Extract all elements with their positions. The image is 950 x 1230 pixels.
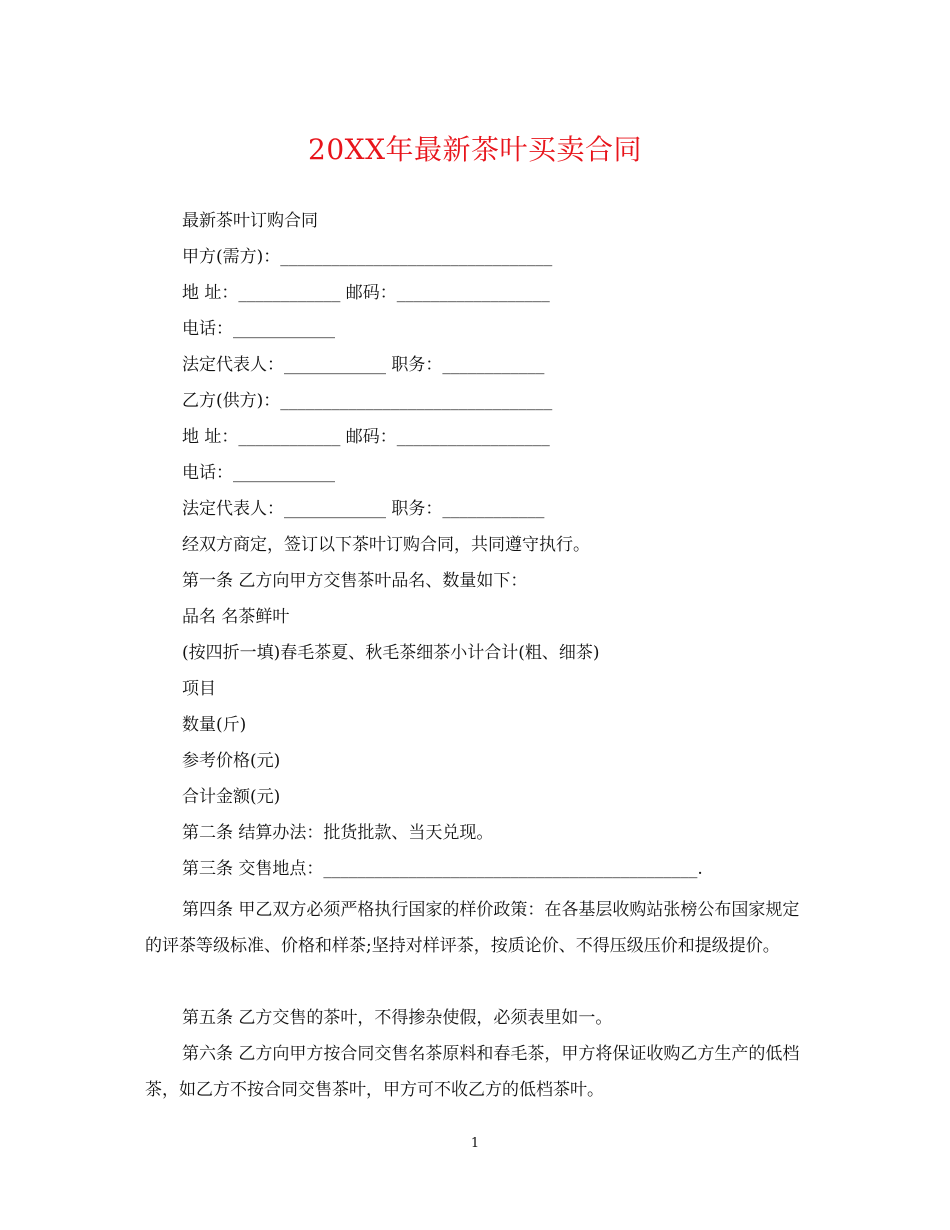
party-b-phone-field: 电话：____________: [182, 463, 335, 483]
page-number: 1: [470, 1136, 480, 1151]
article-3: 第三条 交售地点：____________________________________________.: [182, 859, 703, 879]
party-b-address-field: 地 址：____________ 邮码：__________________: [182, 427, 550, 447]
party-a-address-field: 地 址：____________ 邮码：__________________: [182, 283, 550, 303]
agreement-statement: 经双方商定，签订以下茶叶订购合同，共同遵守执行。: [182, 535, 590, 555]
article-5: 第五条 乙方交售的茶叶，不得掺杂使假，必须表里如一。: [182, 1008, 613, 1028]
party-b-field: 乙方(供方)：________________________________: [182, 391, 553, 411]
reference-price-label: 参考价格(元): [182, 751, 281, 771]
document-title: 20XX年最新茶叶买卖合同: [308, 133, 642, 166]
product-categories-line: (按四折一填)春毛茶夏、秋毛茶细茶小计合计(粗、细茶): [182, 643, 600, 663]
product-name-line: 品名 名茶鲜叶: [182, 607, 290, 627]
article-2: 第二条 结算办法：批货批款、当天兑现。: [182, 823, 494, 843]
party-b-representative-field: 法定代表人：____________ 职务：____________: [182, 499, 545, 519]
item-label: 项目: [182, 679, 216, 699]
article-4: 第四条 甲乙双方必须严格执行国家的样价政策：在各基层收购站张榜公布国家规定的评茶等级标准、价格和样茶;坚持对样评茶，按质论价、不得压级压价和提级提价。: [145, 900, 800, 956]
party-a-representative-field: 法定代表人：____________ 职务：____________: [182, 355, 545, 375]
total-amount-label: 合计金额(元): [182, 787, 281, 807]
party-a-field: 甲方(需方)：________________________________: [182, 247, 553, 267]
article-1: 第一条 乙方向甲方交售茶叶品名、数量如下：: [182, 571, 528, 591]
quantity-label: 数量(斤): [182, 715, 247, 735]
article-6: 第六条 乙方向甲方按合同交售名茶原料和春毛茶，甲方将保证收购乙方生产的低档茶，如乙方不按合同交售茶叶，甲方可不收乙方的低档茶叶。: [145, 1044, 800, 1100]
contract-subtitle: 最新茶叶订购合同: [182, 211, 318, 231]
party-a-phone-field: 电话：____________: [182, 319, 335, 339]
